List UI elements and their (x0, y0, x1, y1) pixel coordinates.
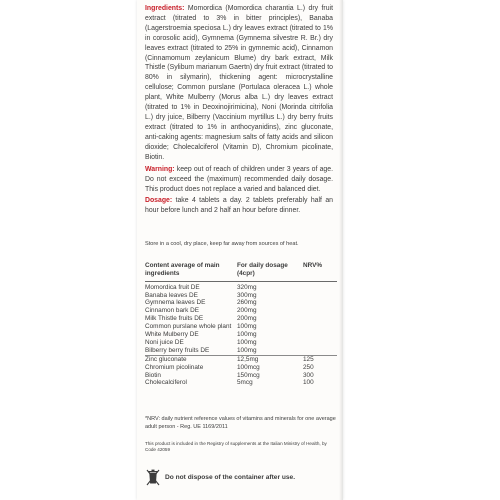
row-dose: 200mg (237, 307, 257, 315)
registry-note: This product is included in the Registry of supplements at the Italian Ministry of Health, by Code 42059 (145, 441, 327, 453)
row-ingredient: Gymnema leaves DE (145, 299, 206, 307)
row-ingredient: Banaba leaves DE (145, 291, 198, 299)
table-row (145, 364, 337, 372)
row-nrv (303, 323, 337, 331)
table-row (145, 331, 337, 339)
warning-section (145, 165, 333, 195)
dosage-section (145, 196, 333, 216)
row-ingredient: Zinc gluconate (145, 355, 187, 363)
table-row (145, 323, 337, 331)
disposal-text: Do not dispose of the container after use. (165, 474, 296, 481)
ingredients-heading: Ingredients: (145, 5, 185, 12)
row-nrv (303, 307, 337, 315)
row-nrv (303, 331, 337, 339)
row-ingredient: Biotin (145, 371, 161, 379)
disposal-notice (145, 468, 337, 488)
row-dose: 100mg (237, 331, 257, 339)
row-nrv (303, 292, 337, 300)
row-nrv (303, 299, 337, 307)
row-nrv: 250 (303, 363, 314, 371)
row-ingredient: Common purslane whole plant (145, 323, 232, 331)
row-nrv (303, 339, 337, 347)
row-dose: 260mg (237, 299, 257, 307)
header-daily-dosage: For daily dosage (4cpr) (237, 262, 303, 281)
warning-text: keep out of reach of children under 3 years of age. Do not exceed the (maximum) recommended daily dosage. This product does not replace a varied and balanced diet. (145, 166, 333, 193)
ingredients-text: Momordica (Momordica charantia L.) dry fruit extract (titrated to 3% in bitter principles), Banaba (Lagerstroemia speciosa L.) dry leaves extract (titrated to 1% in corosolic acid), Gymnema (Gymnema silvestre R. Br.) dry leaves extract (titrated to 25% in gymnemic acid), Cinnamon (Cinnamomum zeylanicum Blume) dry bark extract, Milk Thistle (Sylibum marianum Gaertn) dry fruit extract (titrated to 80% in silymarin), thickening agent: microcrystalline cellulose; Common purslane (Portulaca oleracea L.) whole plant, White Mulberry (Morus alba L.) dry leaves extract (titrated to 1% in Deoxinojirimicina), Noni (Morinda citrifolia L.) dry juice, Bilberry (Vaccinium myrtillus L.) dry berry fruits extract (titrated to 1% in anthocyanidins), zinc gluconate, anti-caking agents: magnesium salts of fatty acids and silicon dioxide; Cholecalciferol (Vitamin D), Chromium picolinate, Biotin. (145, 5, 333, 161)
ingredients-section (145, 4, 333, 163)
row-nrv: 300 (303, 371, 314, 379)
row-ingredient: Noni juice DE (145, 338, 184, 346)
table-row (145, 281, 337, 291)
row-dose: 320mg (237, 283, 257, 291)
table-row (145, 307, 337, 315)
storage-instructions: Store in a cool, dry place, keep far away from sources of heat. (145, 241, 299, 247)
row-dose: 5mcg (237, 379, 253, 387)
crossed-bin-icon (146, 468, 160, 486)
row-ingredient: White Mulberry DE (145, 331, 199, 339)
row-ingredient: Cinnamon bark DE (145, 307, 199, 315)
row-dose: 12,5mg (237, 355, 259, 363)
row-nrv: 100 (303, 379, 314, 387)
row-dose: 300mg (237, 291, 257, 299)
table-row (145, 379, 337, 387)
package-label (137, 0, 343, 500)
row-dose: 100mg (237, 323, 257, 331)
row-dose: 100mcg (237, 363, 260, 371)
table-row (145, 315, 337, 323)
table-row (145, 355, 337, 363)
row-dose: 100mg (237, 347, 303, 355)
row-ingredient: Momordica fruit DE (145, 283, 200, 291)
row-dose: 100mg (237, 338, 257, 346)
dosage-text: take 4 tablets a day. 2 tablets preferably half an hour before lunch and 2 half an hour before dinner. (145, 197, 333, 214)
panel-edge-shadow (339, 0, 343, 500)
header-ingredients: Content average of main ingredients (145, 262, 237, 281)
table-row (145, 347, 337, 355)
table-row (145, 299, 337, 307)
nutrition-header-row (145, 262, 337, 281)
row-ingredient: Milk Thistle fruits DE (145, 315, 204, 323)
row-dose: 200mg (237, 315, 257, 323)
row-nrv (303, 281, 337, 291)
warning-heading: Warning: (145, 166, 175, 173)
table-row (145, 339, 337, 347)
header-nrv: NRV% (303, 262, 337, 281)
dosage-heading: Dosage: (145, 197, 173, 204)
row-ingredient: Cholecalciferol (145, 379, 187, 387)
table-row (145, 292, 337, 300)
table-row (145, 372, 337, 380)
nrv-footnote: *NRV: daily nutrient reference values of vitamins and minerals for one average adult person - Reg. UE 1169/2011 (145, 416, 336, 430)
row-ingredient: Bilberry berry fruits DE (145, 347, 237, 355)
row-nrv (303, 347, 337, 355)
row-ingredient: Chromium picolinate (145, 363, 204, 371)
row-dose: 150mcg (237, 371, 260, 379)
row-nrv (303, 315, 337, 323)
row-nrv: 125 (303, 355, 314, 363)
nutrition-table (145, 262, 337, 387)
